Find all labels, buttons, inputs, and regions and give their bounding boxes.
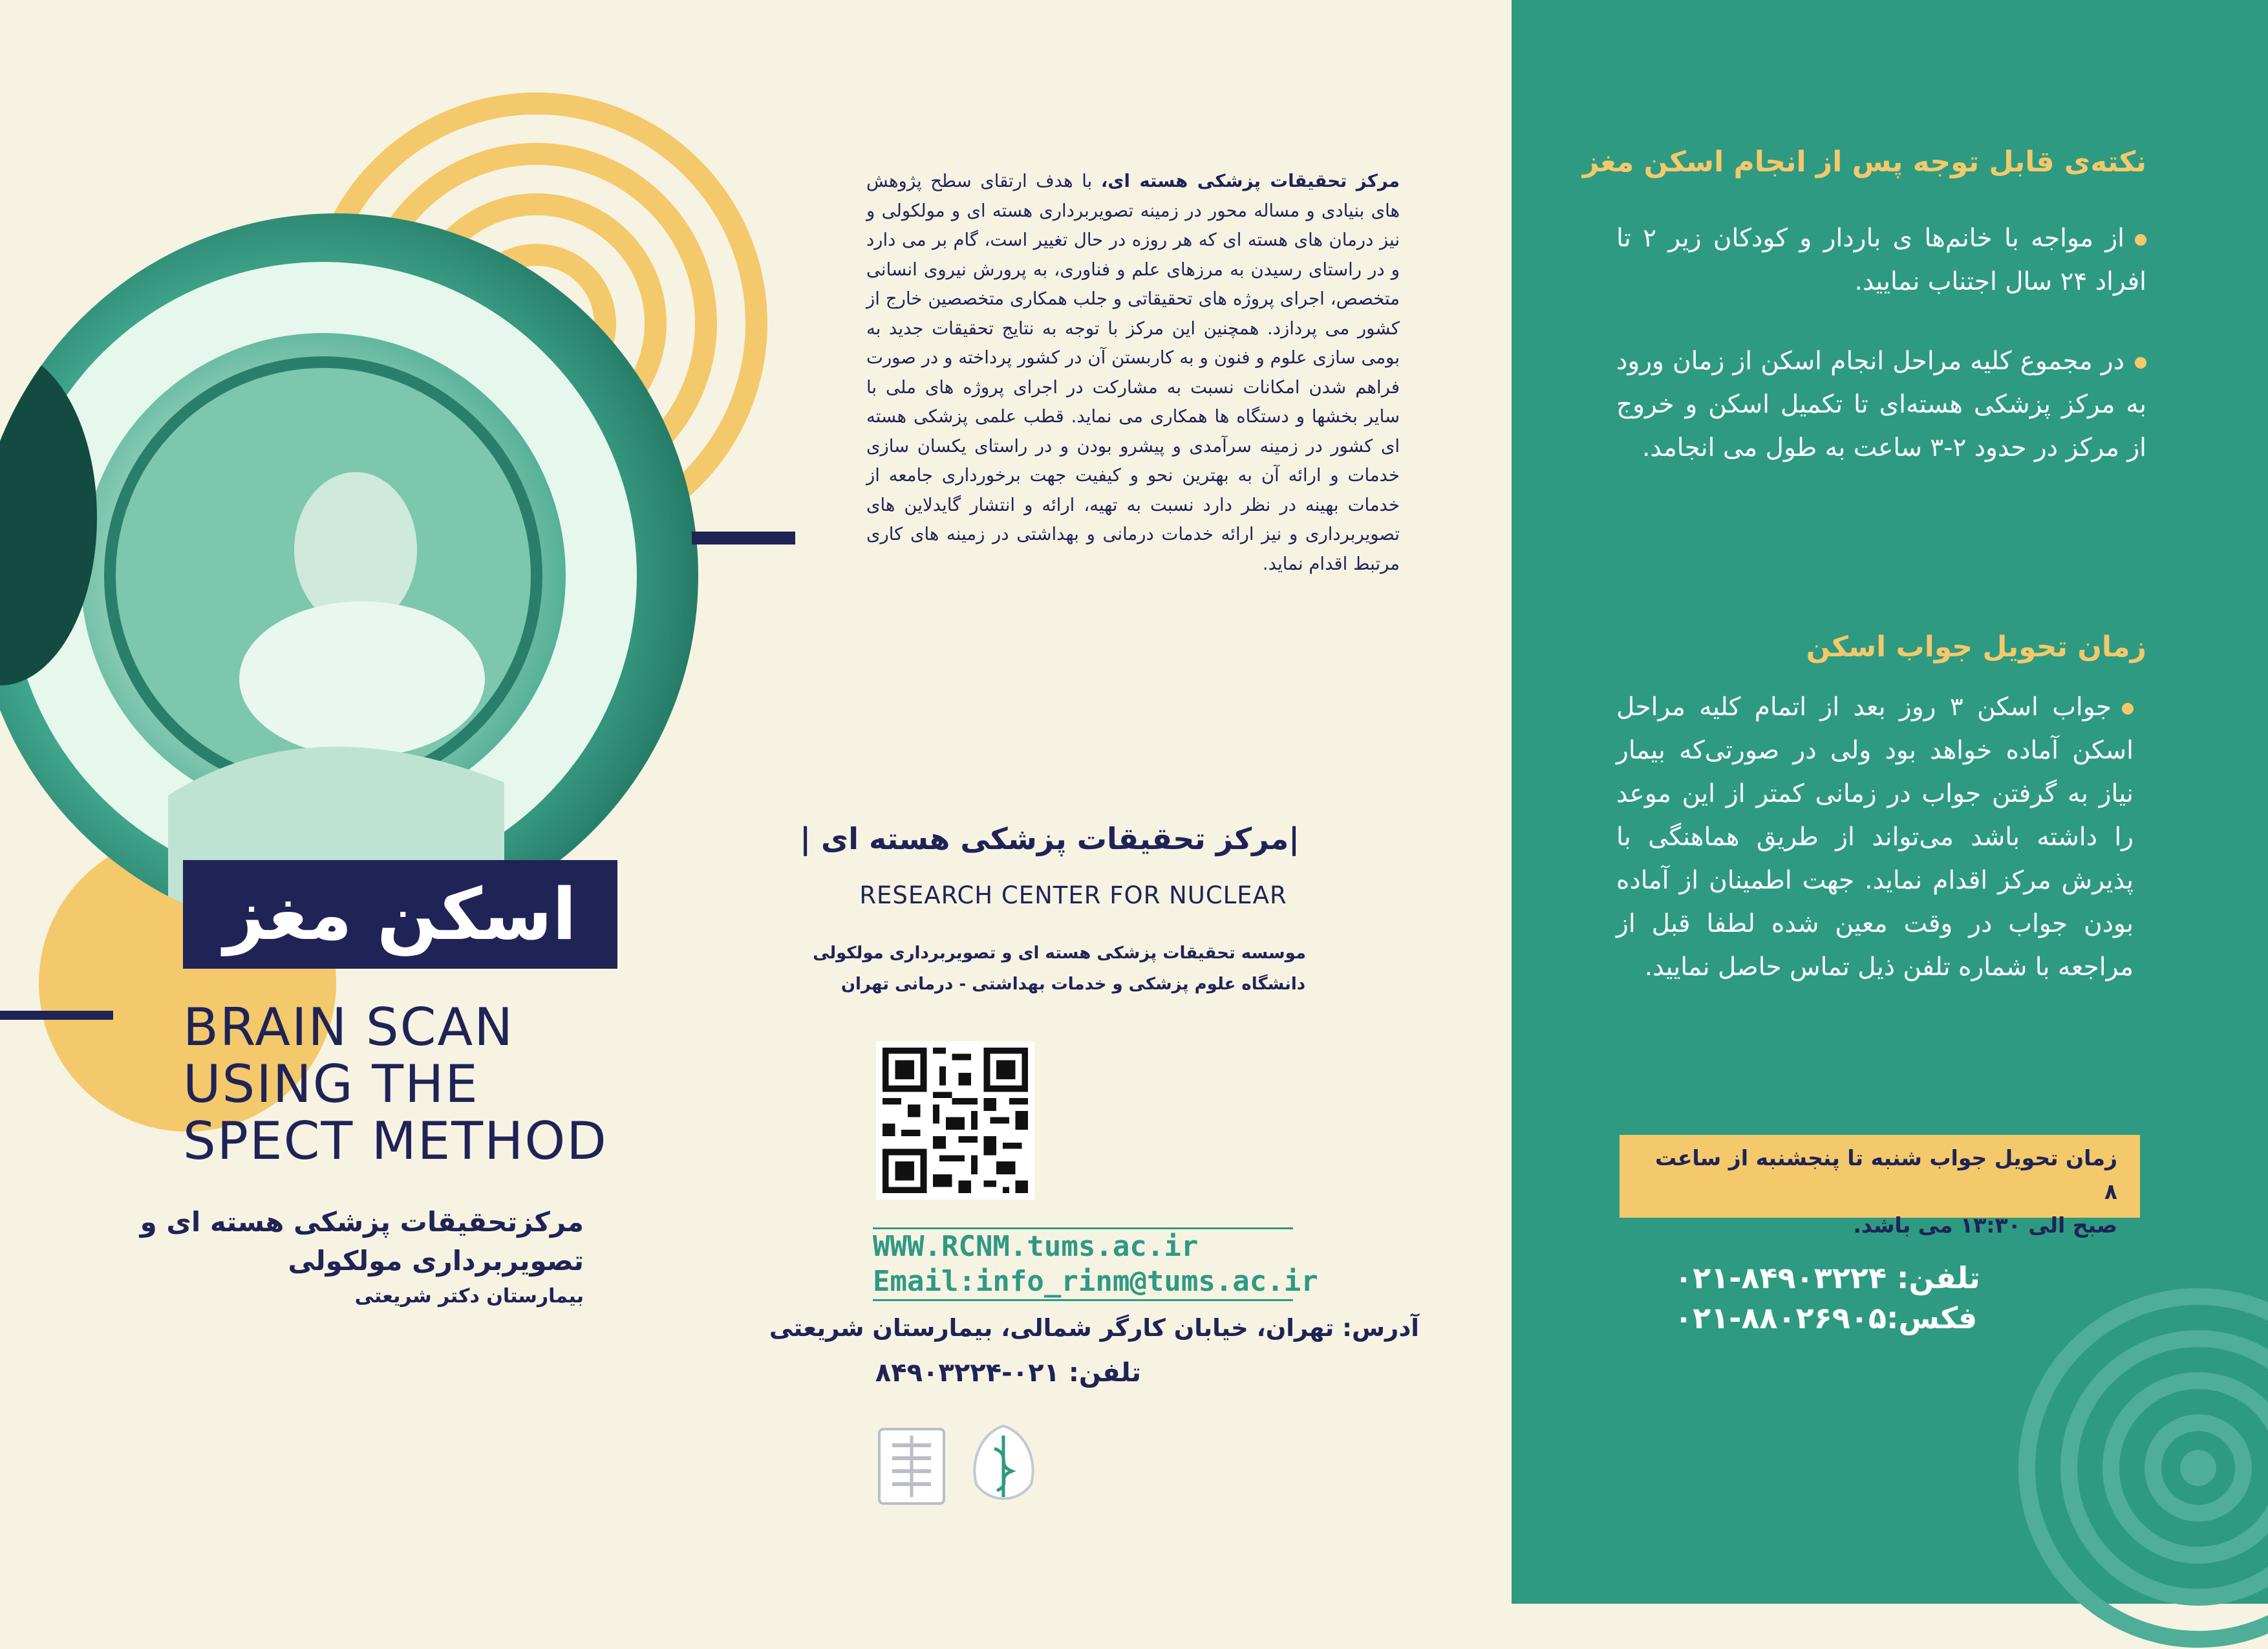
bullet-dot-icon xyxy=(2122,703,2134,715)
cover-title-en xyxy=(183,999,648,1170)
bullet-dot-icon xyxy=(2135,234,2146,246)
fax-number: فکس:۸۸۰۲۶۹۰۵-۰۲۱ xyxy=(1674,1300,1978,1335)
cover-org-line: مرکزتحقیقات پزشکی هسته ای و xyxy=(140,1206,584,1238)
cover-title-en-line: SPECT METHOD xyxy=(183,1111,608,1171)
website-link[interactable]: WWW.RCNM.tums.ac.ir xyxy=(873,1230,1199,1263)
institute-info xyxy=(813,938,1306,1000)
delivery-hours-box xyxy=(1620,1135,2140,1238)
delivery-bullet xyxy=(1616,685,2134,989)
contact-web-block xyxy=(873,1227,1318,1301)
medical-center-logo xyxy=(963,1419,1044,1510)
delivery-text: جواب اسکن ۳ روز بعد از اتمام کلیه مراحل اسکن آماده خواهد بود ولی در صورتی‌که بیمار نیاز به گرفتن جواب در زمانی کمتر از این موعد را داشته باشد می‌تواند از طریق هماهنگی با پذیرش مرکز اقدام نماید. جهت اطمینان از آماده بودن جواب در وقت معین شده لطفا قبل از مراجعه با شماره تلفن ذیل تماس حاصل نمایید. xyxy=(1616,693,2134,982)
tel-number: تلفن: ۸۴۹۰۳۲۲۴-۰۲۱ xyxy=(1674,1260,1980,1295)
address-text: آدرس: تهران، خیابان کارگر شمالی، بیمارستان شریعتی xyxy=(769,1314,1419,1342)
cover-hospital: بیمارستان دکتر شریعتی xyxy=(354,1285,584,1308)
bullet-dot-icon xyxy=(2135,357,2146,369)
notes-bullet xyxy=(1616,339,2146,469)
navy-accent-bar xyxy=(0,1011,113,1020)
email-link[interactable]: Email:info_rinm@tums.ac.ir xyxy=(873,1265,1318,1298)
navy-accent-bar xyxy=(692,532,795,544)
institute-line: موسسه تحقیقات پزشکی هسته ای و تصویربرداری مولکولی xyxy=(813,943,1306,963)
notes-bullet xyxy=(1616,217,2146,303)
notes-heading: نکته‌ی قابل توجه پس از انجام اسکن مغز xyxy=(1582,146,2146,178)
delivery-heading: زمان تحویل جواب اسکن xyxy=(1806,630,2146,663)
cover-title-en-line: USING THE xyxy=(183,1054,479,1114)
cover-org-line: تصویربرداری مولکولی xyxy=(288,1245,584,1277)
notes-bullet-text: از مواجه با خانم‌ها ی باردار و کودکان زیر ۲ تا افراد ۲۴ سال اجتناب نمایید. xyxy=(1616,224,2146,296)
cover-title-fa: اسکن مغز xyxy=(183,860,617,969)
concentric-rings-decoration xyxy=(2017,1287,2268,1649)
university-logo xyxy=(876,1426,947,1507)
intro-highlight: مرکز تحقیقات پزشکی هسته ای، xyxy=(1100,171,1400,191)
cover-organization xyxy=(140,1203,584,1313)
delivery-hours-line: صبح الی ۱۳:۳۰ می باشد. xyxy=(1853,1212,2117,1238)
notes-bullet-text: در مجموع کلیه مراحل انجام اسکن از زمان ورود به مرکز پزشکی هسته‌ای تا تکمیل اسکن و خروج از مرکز در حدود ۲-۳ ساعت به طول می انجامد. xyxy=(1616,347,2146,462)
divider xyxy=(873,1299,1293,1301)
patient-scanner-photo xyxy=(0,213,698,938)
intro-body: با هدف ارتقای سطح پژوهش های بنیادی و مساله محور در زمینه تصویربرداری هسته ای و مولکولی و نیز درمان های هسته ای که هر روزه در حال تغییر است، گام بر می دارد و در راستای رسیدن به مرزهای علم و فناوری، به پرورش نیروی انسانی متخصص، اجرای پروژه های تحقیقاتی و جلب همکاری متخصصین خارج از کشور می پردازد. همچنین این مرکز با توجه به نتایج تحقیقات جدید به بومی سازی علوم و فنون و به کاربستن آن در کشور پرداخته و در صورت فراهم شدن امکانات نسبت به مشارکت در اجرای پروژه های ملی با سایر بخشها و دستگاه ها همکاری می نماید. قطب علمی پزشکی هسته ای کشور در زمینه سرآمدی و پیشرو بودن و در راستای یکسان سازی خدمات و ارائه آن به بهترین نحو و کیفیت جهت برخورداری جامعه از خدمات بهینه در نظر دارد نسبت به تهیه، ارائه و انتشار گایدلاین های تصویربرداری و نیز ارائه خدمات درمانی و بهداشتی در زمینه های کاری مرتبط اقدام نماید. xyxy=(866,171,1400,574)
delivery-hours xyxy=(1645,1141,2117,1242)
delivery-hours-line: زمان تحویل جواب شنبه تا پنجشنبه از ساعت ۸ xyxy=(1654,1145,2117,1204)
cover-title-en-line: BRAIN SCAN xyxy=(183,997,515,1057)
center-name-en: RESEARCH CENTER FOR NUCLEAR xyxy=(859,881,1287,909)
center-name-fa: |مرکز تحقیقات پزشکی هسته ای | xyxy=(800,821,1300,856)
phone-text: تلفن: ۰۲۱-۸۴۹۰۳۲۲۴ xyxy=(875,1358,1141,1388)
institute-line: دانشگاه علوم پزشکی و خدمات بهداشتی - درمانی تهران xyxy=(840,975,1306,994)
intro-paragraph xyxy=(866,167,1400,579)
contact-numbers xyxy=(1674,1258,2024,1338)
qr-code[interactable] xyxy=(876,1041,1034,1200)
